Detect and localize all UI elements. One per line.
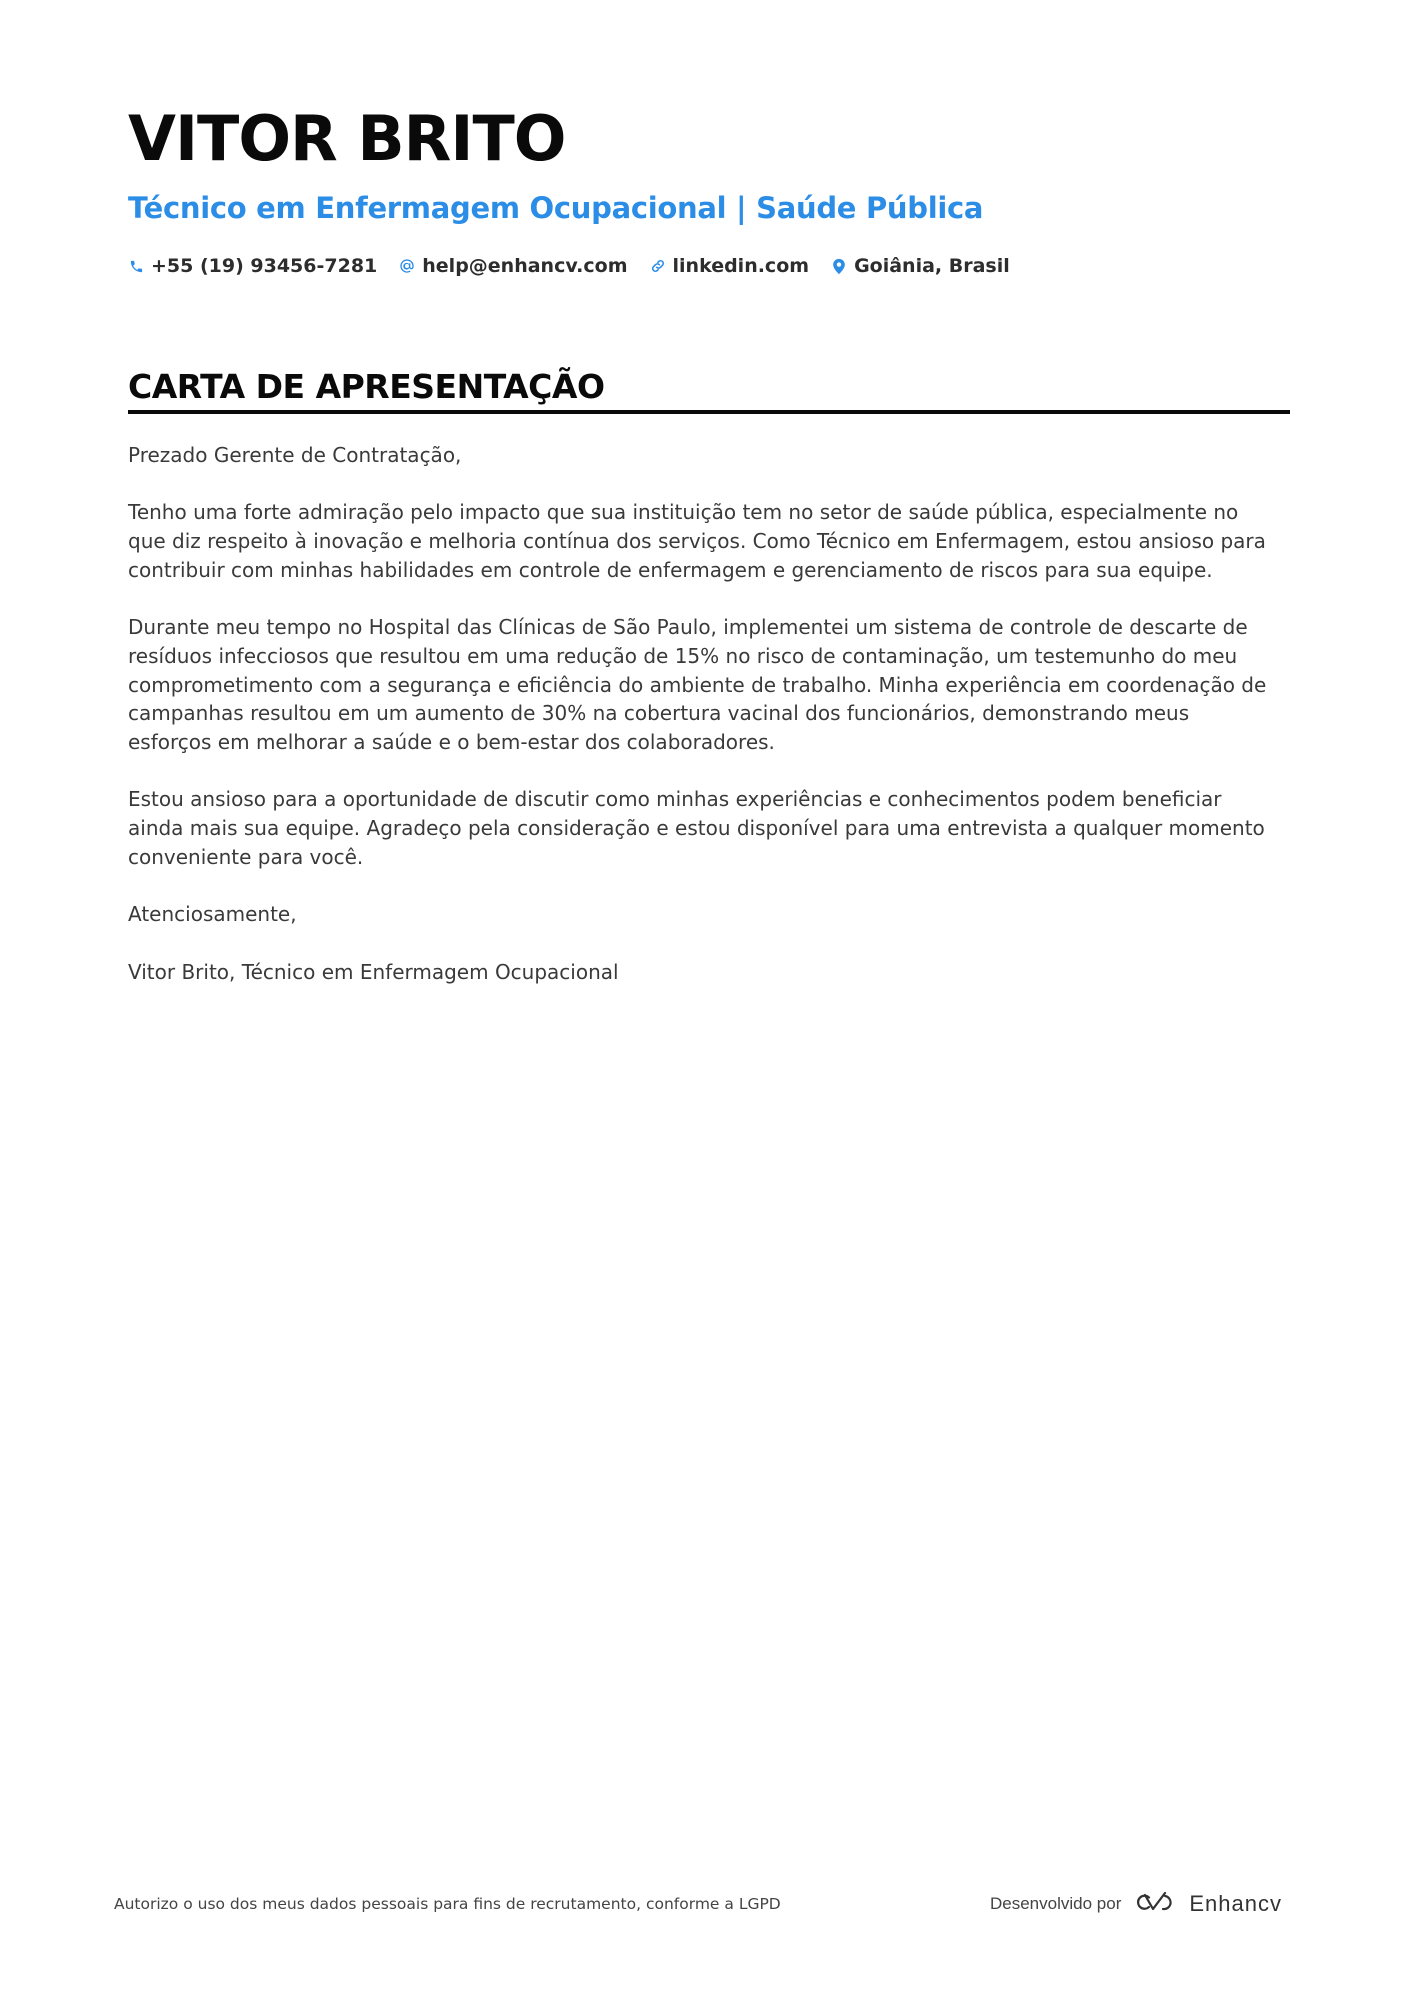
enhancv-wordmark: Enhancv [1189, 1891, 1282, 1916]
contact-location-text: Goiânia, Brasil [854, 255, 1010, 277]
candidate-title: Técnico em Enfermagem Ocupacional | Saúde Pública [128, 191, 984, 225]
contact-email-text: help@enhancv.com [422, 255, 628, 277]
letter-signature: Vitor Brito, Técnico em Enfermagem Ocupacional [128, 959, 619, 984]
consent-note: Autorizo o uso dos meus dados pessoais para fins de recrutamento, conforme a LGPD [114, 1895, 781, 1913]
contact-bar [128, 255, 1010, 277]
contact-location [831, 255, 1010, 277]
phone-icon [128, 257, 144, 275]
enhancv-logo-icon [1133, 1890, 1179, 1918]
built-with-label: Desenvolvido por [990, 1894, 1122, 1913]
letter-greeting: Prezado Gerente de Contratação, [128, 443, 462, 467]
location-pin-icon [831, 257, 847, 275]
letter-paragraph-3: Estou ansioso para a oportunidade de discutir como minhas experiências e conhecimentos podem beneficiar ainda mais sua equipe. Agradeço pela consideração e estou disponível para uma entrevista a qualquer momento conveniente para você. [128, 787, 1265, 869]
contact-email[interactable] [399, 255, 627, 277]
contact-phone-text: +55 (19) 93456-7281 [151, 255, 378, 277]
section-title: CARTA DE APRESENTAÇÃO [128, 367, 605, 406]
link-icon [650, 257, 666, 275]
at-icon [399, 257, 415, 275]
letter-body [128, 441, 1278, 1015]
candidate-name: VITOR BRITO [128, 102, 566, 175]
section-divider [128, 410, 1290, 414]
letter-closing: Atenciosamente, [128, 902, 297, 927]
enhancv-brand-link[interactable] [1133, 1890, 1282, 1918]
contact-linkedin-text: linkedin.com [672, 255, 810, 277]
contact-phone[interactable] [128, 255, 377, 277]
letter-paragraph-1: Tenho uma forte admiração pelo impacto que sua instituição tem no setor de saúde pública, especialmente no que diz respeito à inovação e melhoria contínua dos serviços. Como Técnico em Enfermagem, estou ansioso para contribuir com minhas habilidades em controle de enfermagem e gerenciamento de riscos para sua equipe. [128, 500, 1266, 582]
footer-branding [990, 1890, 1282, 1918]
contact-linkedin[interactable] [650, 255, 810, 277]
letter-paragraph-2: Durante meu tempo no Hospital das Clínicas de São Paulo, implementei um sistema de controle de descarte de resíduos infecciosos que resultou em uma redução de 15% no risco de contaminação, um testemunho do meu comprometimento com a segurança e eficiência do ambiente de trabalho. Minha experiência em coordenação de campanhas resultou em um aumento de 30% na cobertura vacinal dos funcionários, demonstrando meus esforços em melhorar a saúde e o bem-estar dos colaboradores. [128, 615, 1267, 754]
